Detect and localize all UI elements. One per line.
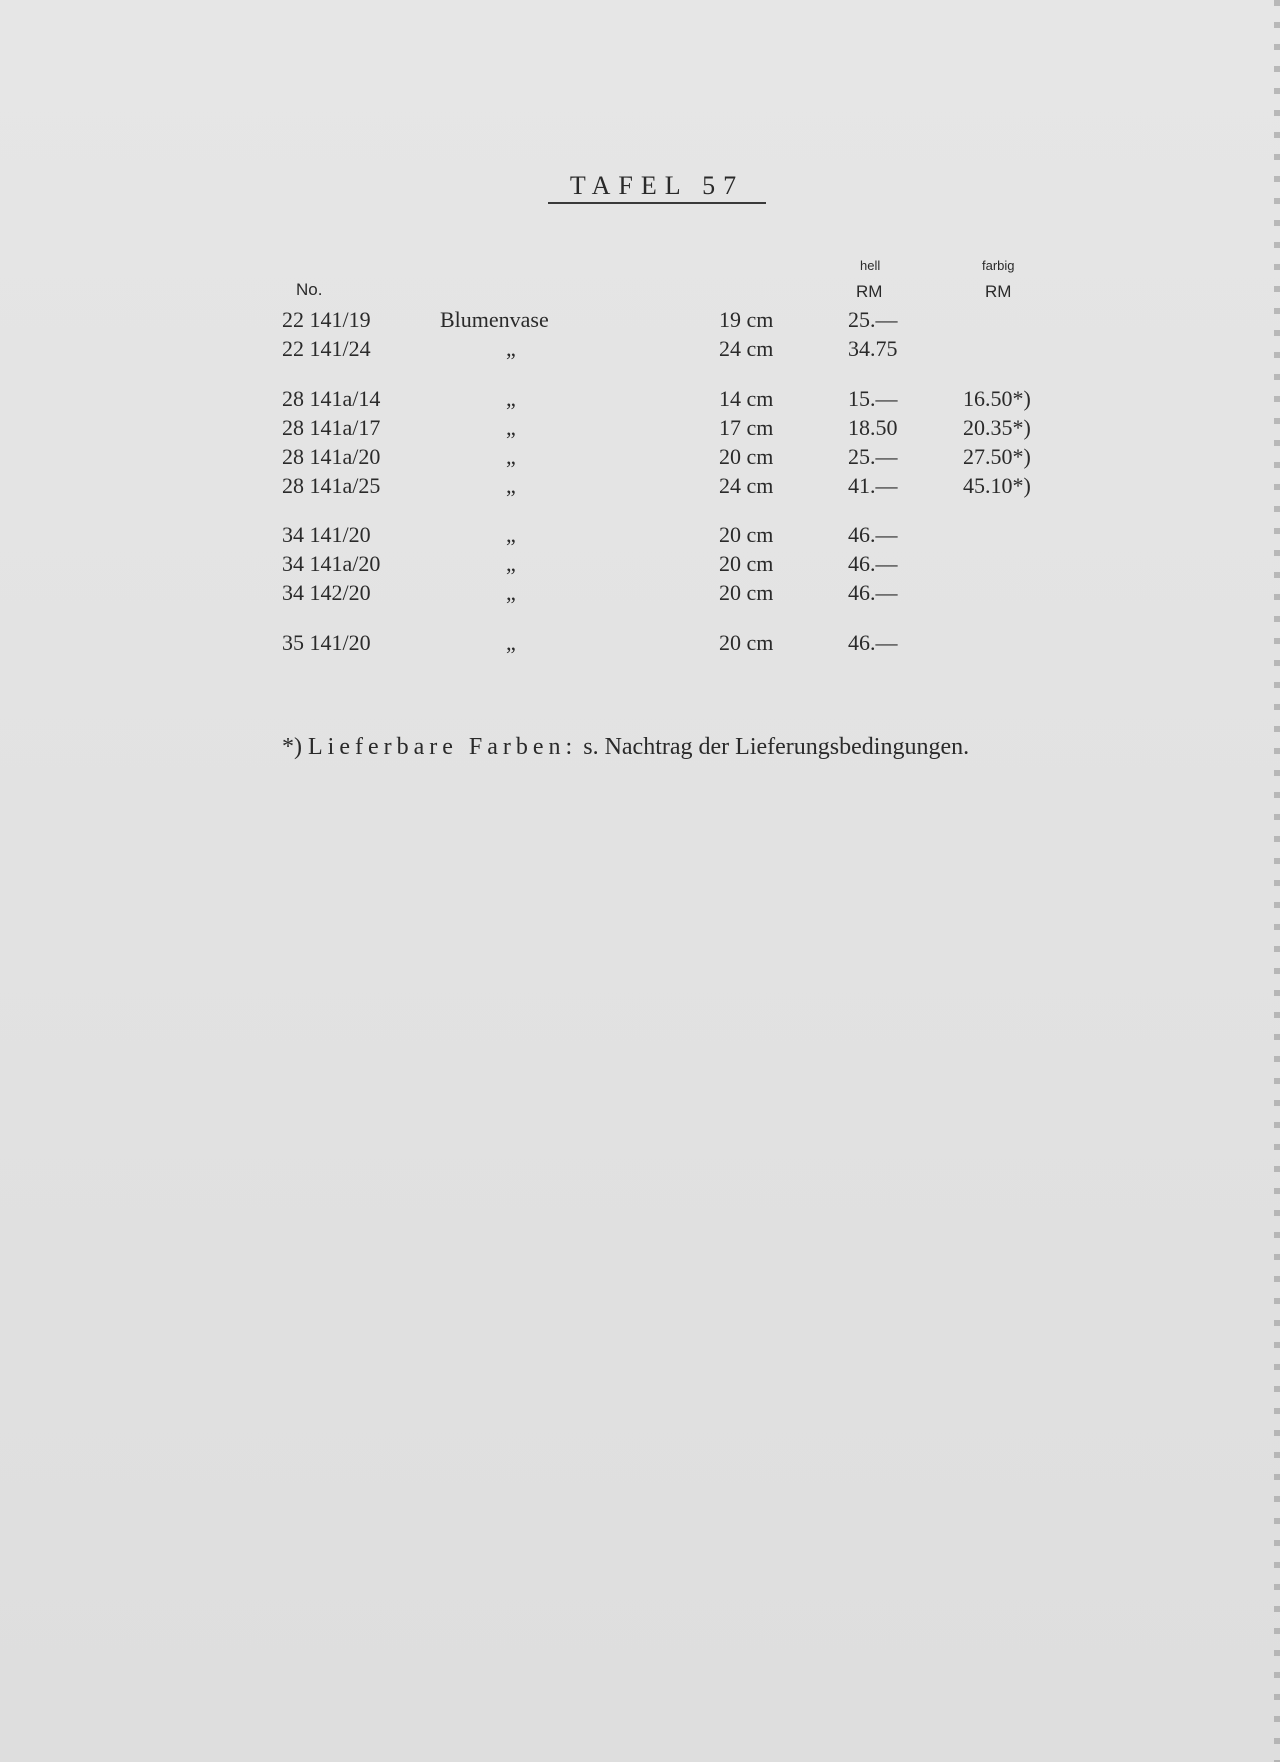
- row-number: 28 141a/17: [282, 415, 381, 440]
- row-number: 22 141/24: [282, 336, 371, 361]
- title-underline: [548, 202, 766, 204]
- row-number: 34 141a/20: [282, 551, 381, 576]
- row-size: 17 cm: [719, 415, 774, 440]
- header-currency-hell: RM: [856, 282, 883, 301]
- row-price-hell: 34.75: [848, 336, 898, 361]
- row-price-farbig: 45.10*): [963, 473, 1031, 498]
- footnote-marker: *): [282, 734, 302, 760]
- row-price-hell: 15.—: [848, 386, 898, 411]
- row-price-hell: 46.—: [848, 551, 898, 576]
- row-item: „: [506, 336, 516, 361]
- row-size: 14 cm: [719, 386, 774, 411]
- row-size: 24 cm: [719, 473, 774, 498]
- row-price-farbig: 27.50*): [963, 444, 1031, 469]
- page-title: TAFEL 57: [569, 171, 745, 200]
- row-size: 20 cm: [719, 551, 774, 576]
- row-item: „: [506, 444, 516, 469]
- row-item: „: [506, 473, 516, 498]
- header-farbig: farbig: [982, 258, 1015, 273]
- row-size: 20 cm: [719, 444, 774, 469]
- row-item: Blumenvase: [440, 307, 549, 332]
- row-price-hell: 46.—: [848, 580, 898, 605]
- row-number: 35 141/20: [282, 630, 371, 655]
- row-price-hell: 46.—: [848, 630, 898, 655]
- row-item: „: [506, 415, 516, 440]
- header-no: No.: [296, 280, 323, 299]
- row-number: 28 141a/20: [282, 444, 381, 469]
- row-number: 28 141a/14: [282, 386, 381, 411]
- row-price-hell: 25.—: [848, 307, 898, 332]
- header-hell: hell: [860, 258, 881, 273]
- row-number: 28 141a/25: [282, 473, 381, 498]
- footnote: [282, 734, 969, 761]
- header-currency-farbig: RM: [985, 282, 1012, 301]
- page-edge-perforation: [1274, 0, 1280, 1762]
- row-number: 22 141/19: [282, 307, 371, 332]
- row-size: 19 cm: [719, 307, 774, 332]
- row-size: 20 cm: [719, 630, 774, 655]
- row-price-hell: 18.50: [848, 415, 898, 440]
- row-price-hell: 46.—: [848, 522, 898, 547]
- row-item: „: [506, 630, 516, 655]
- row-size: 20 cm: [719, 522, 774, 547]
- footnote-spaced-text: Lieferbare Farben:: [308, 734, 578, 760]
- row-size: 20 cm: [719, 580, 774, 605]
- row-item: „: [506, 522, 516, 547]
- row-price-hell: 25.—: [848, 444, 898, 469]
- row-item: „: [506, 386, 516, 411]
- row-size: 24 cm: [719, 336, 774, 361]
- row-price-farbig: 16.50*): [963, 386, 1031, 411]
- row-price-hell: 41.—: [848, 473, 898, 498]
- row-number: 34 142/20: [282, 580, 371, 605]
- footnote-text: s. Nachtrag der Lieferungsbedingungen.: [583, 734, 970, 760]
- row-item: „: [506, 580, 516, 605]
- row-price-farbig: 20.35*): [963, 415, 1031, 440]
- row-item: „: [506, 551, 516, 576]
- row-number: 34 141/20: [282, 522, 371, 547]
